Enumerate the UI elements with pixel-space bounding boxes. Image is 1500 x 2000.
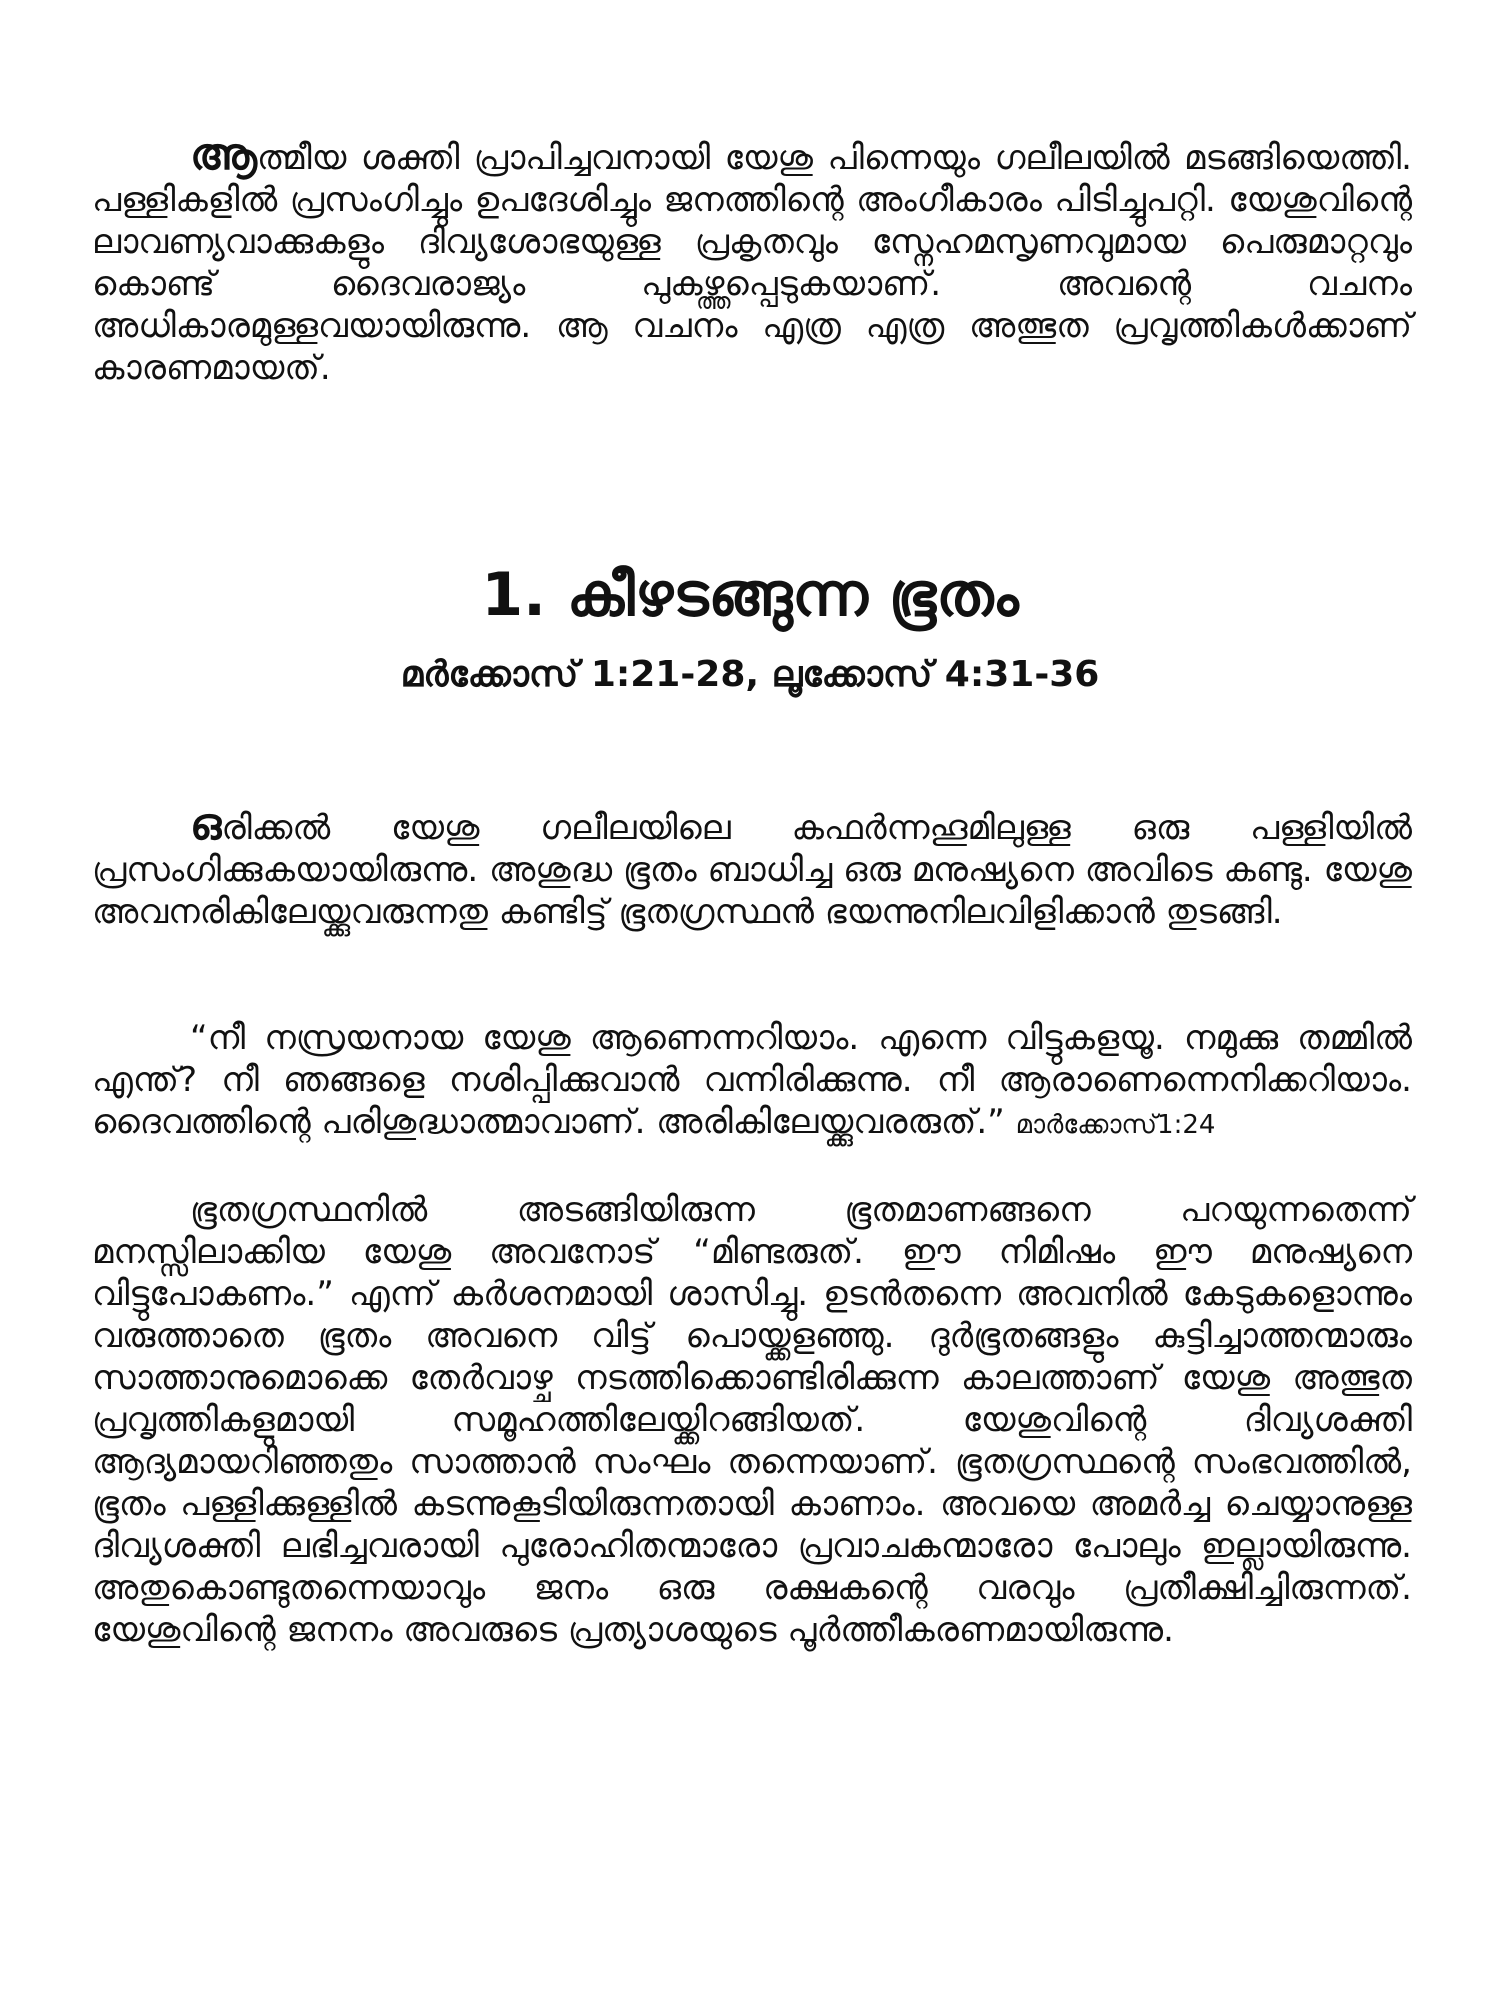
chapter-title: 1. കീഴടങ്ങുന്ന ഭൂതം bbox=[481, 560, 1019, 630]
chapter-reference: മർക്കോസ് 1:21-28, ലൂക്കോസ് 4:31-36 bbox=[400, 654, 1100, 695]
paragraph-3-text: ഭൂതഗ്രസ്ഥനിൽ അടങ്ങിയിരുന്ന ഭൂതമാണങ്ങനെ പറയുന്നതെന്ന് മനസ്സിലാക്കിയ യേശു അവനോട് “മിണ്ടരുത്. ഈ നിമിഷം ഈ മനുഷ്യനെ വിട്ടുപോകണം.” എന്ന് കർശനമായി ശാസിച്ചു. ഉടൻതന്നെ അവനിൽ കേടുകളൊന്നും വരുത്താതെ ഭൂതം അവനെ വിട്ട് പൊയ്ക്കളഞ്ഞു. ദുർഭൂതങ്ങളും കുട്ടിച്ചാത്തന്മാരും സാത്താനുമൊക്കെ തേർവാഴ്ച നടത്തിക്കൊണ്ടിരിക്കുന്ന കാലത്താണ് യേശു അത്ഭുത പ്രവൃത്തികളുമായി സമൂഹത്തിലേയ്ക്കിറങ്ങിയത്. യേശുവിന്റെ ദിവ്യശക്തി ആദ്യമായറിഞ്ഞതും സാത്താൻ സംഘം തന്നെയാണ്. ഭൂതഗ്രസ്ഥന്റെ സംഭവത്തിൽ, ഭൂതം പള്ളിക്കുള്ളിൽ കടന്നുകൂടിയിരുന്നതായി കാണാം. അവയെ അമർച്ച ചെയ്യാനുള്ള ദിവ്യശക്തി ലഭിച്ചവരായി പുരോഹിതന്മാരോ പ്രവാചകന്മാരോ പോലും ഇല്ലായിരുന്നു. അതുകൊണ്ടുതന്നെയാവും ജനം ഒരു രക്ഷകന്റെ വരവും പ്രതീക്ഷിച്ചിരുന്നത്. യേശുവിന്റെ ജനനം അവരുടെ പ്രത്യാശയുടെ പൂർത്തീകരണമായിരുന്നു. bbox=[92, 1190, 1412, 1650]
paragraph-3 bbox=[92, 1189, 1412, 1651]
paragraph-2-quote bbox=[92, 1017, 1412, 1146]
paragraph-1 bbox=[92, 799, 1412, 933]
paragraph-1-text: രിക്കൽ യേശു ഗലീലയിലെ കഫർന്നഹൂമിലുള്ള ഒരു പള്ളിയിൽ പ്രസംഗിക്കുകയായിരുന്നു. അശുദ്ധ ഭൂതം ബാധിച്ച ഒരു മനുഷ്യനെ അവിടെ കണ്ടു. യേശു അവനരികിലേയ്ക്കുവരുന്നതു കണ്ടിട്ട് ഭൂതഗ്രസ്ഥൻ ഭയന്നുനിലവിളിക്കാൻ തുടങ്ങി. bbox=[92, 808, 1412, 932]
intro-paragraph bbox=[92, 129, 1412, 389]
paragraph-2-text: “നീ നസ്രയനായ യേശു ആണെന്നറിയാം. എന്നെ വിട്ടുകളയൂ. നമുക്കു തമ്മിൽ എന്ത്? നീ ഞങ്ങളെ നശിപ്പിക്കുവാൻ വന്നിരിക്കുന്നു. നീ ആരാണെന്നെനിക്കറിയാം. ദൈവത്തിന്റെ പരിശുദ്ധാത്മാവാണ്. അരികിലേയ്ക്കുവരരുത്.” bbox=[92, 1018, 1412, 1142]
paragraph-1-drop-cap: ഒ bbox=[190, 799, 222, 850]
intro-text: ത്മീയ ശക്തി പ്രാപിച്ചവനായി യേശു പിന്നെയും ഗലീലയിൽ മടങ്ങിയെത്തി. പള്ളികളിൽ പ്രസംഗിച്ചും ഉപദേശിച്ചും ജനത്തിന്റെ അംഗീകാരം പിടിച്ചുപറ്റി. യേശുവിന്റെ ലാവണ്യവാക്കുകളും ദിവ്യശോഭയുള്ള പ്രകൃതവും സ്നേഹമസൃണവുമായ പെരുമാറ്റവും കൊണ്ട് ദൈവരാജ്യം പുകഴ്ത്തപ്പെടുകയാണ്. അവന്റെ വചനം അധികാരമുള്ളവയായിരുന്നു. ആ വചനം എത്ര എത്ര അത്ഭുത പ്രവൃത്തികൾക്കാണ് കാരണമായത്. bbox=[92, 138, 1412, 388]
intro-drop-cap: ആ bbox=[190, 129, 257, 180]
quote-reference: മാർക്കോസ്1:24 bbox=[1015, 1110, 1216, 1140]
